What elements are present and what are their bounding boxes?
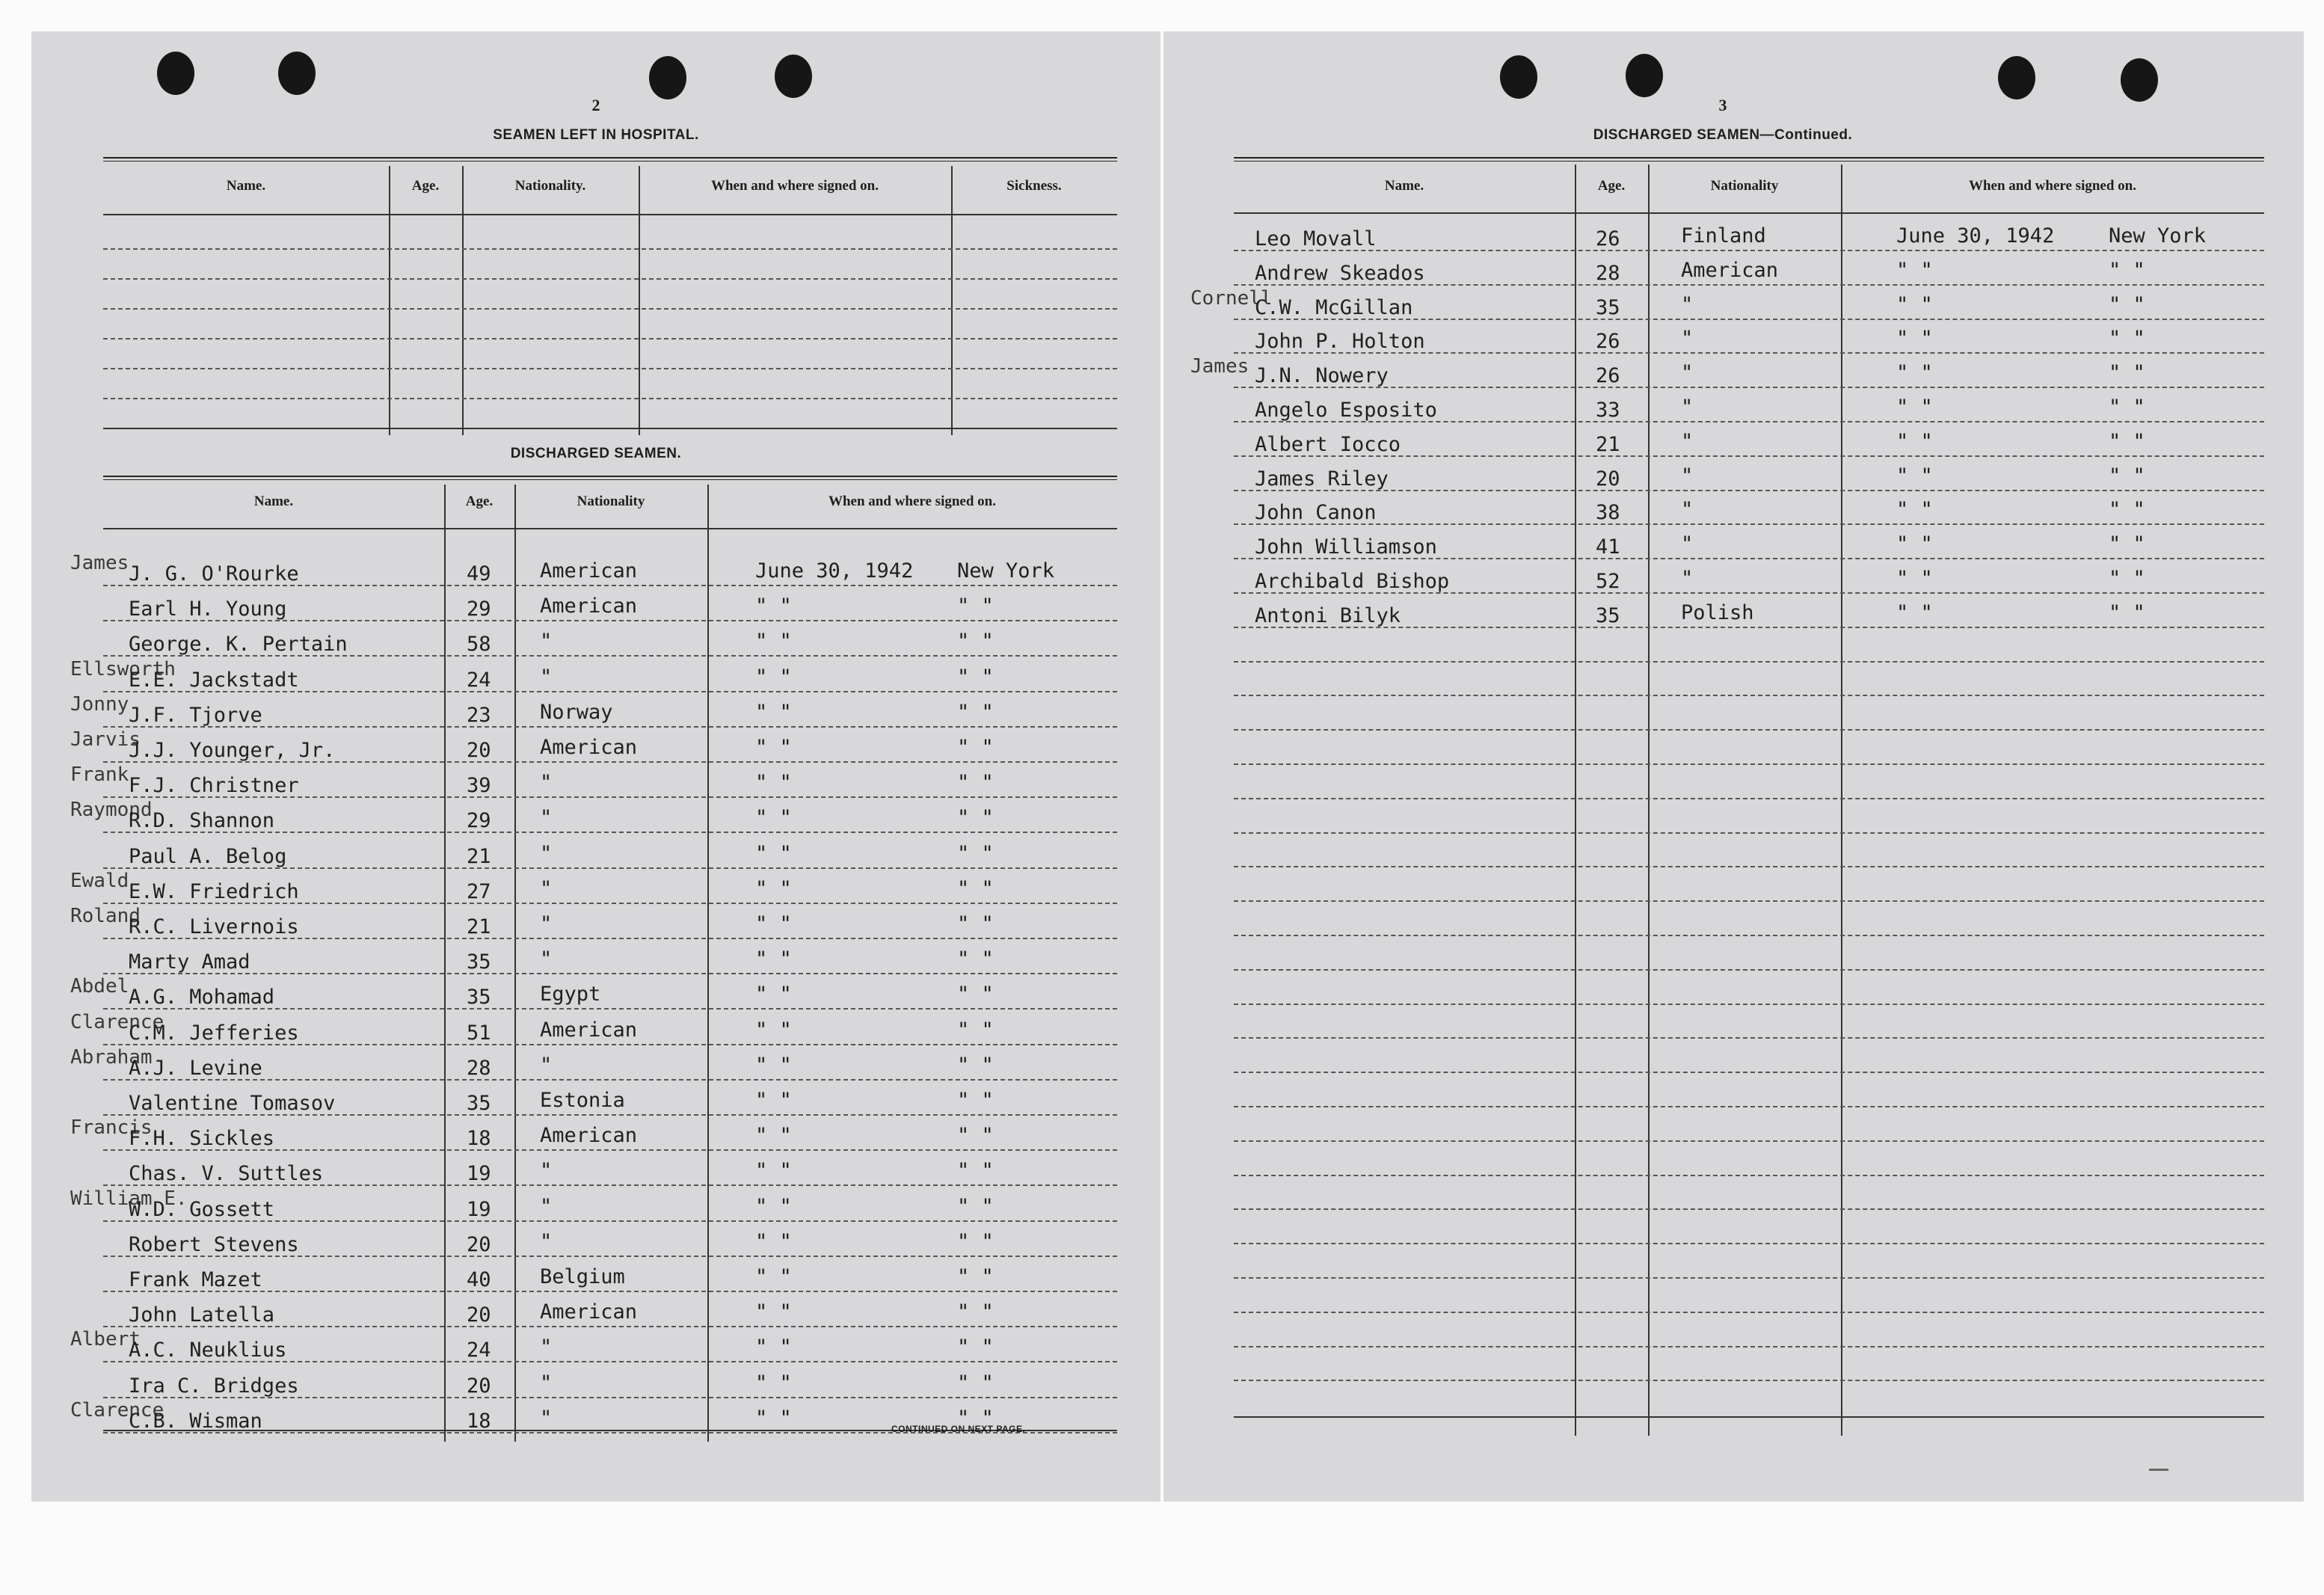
- binder-hole: [157, 52, 194, 95]
- seaman-nationality: American: [540, 736, 638, 759]
- signed-on-date: " ": [755, 1054, 792, 1077]
- signed-on-date: " ": [755, 1089, 792, 1112]
- handwritten-given-name: Abraham: [70, 1046, 153, 1069]
- dotted-row-line: [1234, 1346, 2264, 1347]
- seaman-name: A.C. Neuklius: [129, 1339, 287, 1362]
- signed-on-date: " ": [755, 877, 792, 900]
- double-rule: [103, 476, 1117, 480]
- signed-on-place: " ": [2109, 327, 2145, 350]
- rule: [103, 528, 1117, 529]
- signed-on-date: " ": [755, 912, 792, 935]
- seaman-age: 33: [1596, 399, 1620, 422]
- col-header-name: Name.: [1384, 178, 1424, 194]
- seaman-name: Angelo Esposito: [1255, 399, 1437, 422]
- seaman-nationality: Finland: [1681, 224, 1766, 248]
- handwritten-given-name: Raymond: [70, 799, 153, 821]
- seaman-age: 35: [467, 1092, 491, 1115]
- col-divider: [1575, 165, 1576, 1436]
- page-number: 3: [1718, 96, 1727, 114]
- handwritten-given-name: Abdel: [70, 975, 129, 998]
- seaman-nationality: ": [1681, 567, 1694, 590]
- signed-on-date: " ": [1896, 259, 1933, 282]
- dotted-row-line: [1234, 1037, 2264, 1039]
- signed-on-date: " ": [755, 1336, 792, 1359]
- signed-on-place: " ": [957, 630, 994, 653]
- dotted-row-line: [1234, 352, 2264, 354]
- seaman-age: 29: [467, 809, 491, 832]
- seaman-age: 38: [1596, 501, 1620, 524]
- hospital-section-title: SEAMEN LEFT IN HOSPITAL.: [493, 127, 699, 143]
- seaman-name: Frank Mazet: [129, 1268, 262, 1291]
- dotted-row-line: [1234, 558, 2264, 559]
- dotted-row-line: [103, 338, 1117, 339]
- binder-hole: [649, 56, 686, 99]
- signed-on-date: " ": [755, 983, 792, 1006]
- seaman-name: John Canon: [1255, 501, 1377, 524]
- col-divider: [389, 166, 390, 435]
- handwritten-given-name: Roland: [70, 905, 141, 927]
- dotted-row-line: [1234, 319, 2264, 320]
- col-divider: [444, 485, 446, 1442]
- signed-on-place: " ": [957, 666, 994, 689]
- seaman-nationality: ": [540, 877, 553, 900]
- signed-on-date: June 30, 1942: [755, 559, 914, 583]
- seaman-name: George. K. Pertain: [129, 633, 348, 656]
- seaman-age: 27: [467, 880, 491, 903]
- seaman-name: A.J. Levine: [129, 1057, 262, 1080]
- seaman-nationality: ": [540, 1230, 553, 1253]
- signed-on-place: " ": [957, 1089, 994, 1112]
- seaman-nationality: ": [1681, 361, 1694, 384]
- signed-on-place: New York: [957, 559, 1055, 583]
- seaman-nationality: ": [1681, 532, 1694, 556]
- col-divider: [462, 166, 464, 435]
- signed-on-place: " ": [2109, 567, 2145, 590]
- signed-on-date: " ": [1896, 430, 1933, 453]
- seaman-age: 39: [467, 774, 491, 797]
- signed-on-place: " ": [957, 594, 994, 618]
- handwritten-given-name: Ewald: [70, 870, 129, 892]
- seaman-age: 26: [1596, 227, 1620, 251]
- dotted-row-line: [1234, 1106, 2264, 1107]
- dotted-row-line: [103, 398, 1117, 399]
- seaman-name: F.J. Christner: [129, 774, 299, 797]
- seaman-nationality: ": [1681, 327, 1694, 350]
- seaman-nationality: American: [540, 559, 638, 583]
- seaman-name: E.W. Friedrich: [129, 880, 299, 903]
- seaman-name: R.C. Livernois: [129, 915, 299, 938]
- signed-on-date: June 30, 1942: [1896, 224, 2055, 248]
- col-header-signed-on: When and where signed on.: [1968, 178, 2136, 194]
- seaman-name: Earl H. Young: [129, 597, 287, 621]
- binder-hole: [1500, 55, 1537, 99]
- rule: [103, 214, 1117, 215]
- seaman-nationality: ": [1681, 498, 1694, 521]
- signed-on-date: " ": [1896, 327, 1933, 350]
- dotted-row-line: [1234, 935, 2264, 936]
- signed-on-place: " ": [2109, 464, 2145, 488]
- seaman-age: 35: [1596, 296, 1620, 319]
- seaman-age: 41: [1596, 535, 1620, 559]
- signed-on-date: " ": [755, 736, 792, 759]
- seaman-age: 58: [467, 633, 491, 656]
- dotted-row-line: [103, 278, 1117, 280]
- col-header-age: Age.: [1597, 178, 1626, 194]
- seaman-nationality: ": [1681, 396, 1694, 419]
- signed-on-date: " ": [755, 947, 792, 971]
- signed-on-place: " ": [957, 1054, 994, 1077]
- dotted-row-line: [1234, 284, 2264, 286]
- seaman-age: 26: [1596, 364, 1620, 387]
- signed-on-place: " ": [2109, 601, 2145, 624]
- dotted-row-line: [1234, 627, 2264, 628]
- seaman-nationality: ": [540, 1336, 553, 1359]
- signed-on-place: " ": [957, 701, 994, 724]
- seaman-name: Antoni Bilyk: [1255, 604, 1401, 627]
- signed-on-place: " ": [957, 842, 994, 865]
- seaman-name: J.N. Nowery: [1255, 364, 1389, 387]
- rule: [103, 428, 1117, 429]
- binder-hole: [1998, 56, 2035, 99]
- dotted-row-line: [1234, 421, 2264, 422]
- seaman-name: Marty Amad: [129, 950, 250, 974]
- signed-on-date: " ": [1896, 601, 1933, 624]
- dotted-row-line: [1234, 969, 2264, 971]
- seaman-name: C.M. Jefferies: [129, 1021, 299, 1045]
- seaman-age: 20: [467, 1303, 491, 1327]
- binder-hole: [278, 52, 316, 95]
- dotted-row-line: [1234, 866, 2264, 867]
- seaman-nationality: ": [540, 1407, 553, 1430]
- col-divider: [639, 166, 640, 435]
- seaman-age: 23: [467, 704, 491, 727]
- handwritten-given-name: Albert: [70, 1328, 141, 1350]
- dotted-row-line: [1234, 455, 2264, 457]
- handwritten-given-name: Clarence: [70, 1399, 165, 1422]
- seaman-age: 18: [467, 1410, 491, 1433]
- signed-on-place: " ": [2109, 430, 2145, 453]
- dotted-row-line: [103, 248, 1117, 250]
- dotted-row-line: [1234, 387, 2264, 388]
- col-header-name: Name.: [226, 178, 266, 194]
- col-header-age: Age.: [411, 178, 440, 194]
- seaman-age: 51: [467, 1021, 491, 1045]
- seaman-age: 49: [467, 562, 491, 586]
- signed-on-date: " ": [755, 842, 792, 865]
- signed-on-place: " ": [957, 983, 994, 1006]
- signed-on-date: " ": [755, 1371, 792, 1395]
- col-header-nationality: Nationality: [577, 494, 645, 509]
- dotted-row-line: [1234, 490, 2264, 491]
- handwritten-given-name: Frank: [70, 763, 129, 786]
- col-divider: [707, 485, 709, 1442]
- seaman-nationality: Egypt: [540, 983, 601, 1006]
- binder-hole: [2121, 58, 2158, 102]
- seaman-nationality: American: [540, 1018, 638, 1042]
- signed-on-place: " ": [957, 1407, 994, 1430]
- seaman-name: A.G. Mohamad: [129, 986, 275, 1009]
- signed-on-place: " ": [957, 877, 994, 900]
- signed-on-place: " ": [957, 1300, 994, 1324]
- seaman-age: 21: [467, 845, 491, 868]
- seaman-nationality: Norway: [540, 701, 613, 724]
- seaman-age: 21: [1596, 433, 1620, 456]
- signed-on-date: " ": [755, 1300, 792, 1324]
- col-header-signed-on: When and where signed on.: [828, 494, 996, 509]
- signed-on-place: " ": [957, 1159, 994, 1182]
- seaman-age: 29: [467, 597, 491, 621]
- seaman-name: J.J. Younger, Jr.: [129, 739, 336, 762]
- seaman-name: Andrew Skeados: [1255, 262, 1425, 285]
- seaman-nationality: ": [540, 912, 553, 935]
- col-divider: [514, 485, 516, 1442]
- col-header-sickness: Sickness.: [1006, 178, 1062, 194]
- signed-on-place: " ": [957, 947, 994, 971]
- rule: [1234, 212, 2264, 214]
- seaman-name: J. G. O'Rourke: [129, 562, 299, 586]
- seaman-nationality: ": [540, 771, 553, 794]
- col-header-name: Name.: [253, 494, 294, 509]
- seaman-nationality: ": [1681, 293, 1694, 316]
- signed-on-date: " ": [755, 771, 792, 794]
- seaman-name: C.W. McGillan: [1255, 296, 1413, 319]
- seaman-nationality: ": [540, 1371, 553, 1395]
- signed-on-date: " ": [1896, 396, 1933, 419]
- signed-on-date: " ": [755, 701, 792, 724]
- dotted-row-line: [1234, 1208, 2264, 1210]
- handwritten-given-name: Clarence: [70, 1011, 165, 1033]
- signed-on-place: " ": [2109, 532, 2145, 556]
- dotted-row-line: [1234, 1380, 2264, 1381]
- dotted-row-line: [1234, 1243, 2264, 1244]
- col-divider: [1648, 165, 1650, 1436]
- col-header-nationality: Nationality.: [514, 178, 586, 194]
- seaman-nationality: ": [540, 1159, 553, 1182]
- handwritten-given-name: Ellsworth: [70, 658, 176, 680]
- signed-on-date: " ": [1896, 464, 1933, 488]
- signed-on-date: " ": [1896, 498, 1933, 521]
- seaman-name: C.B. Wisman: [129, 1410, 262, 1433]
- dotted-row-line: [1234, 832, 2264, 834]
- col-header-nationality: Nationality: [1710, 178, 1779, 194]
- seaman-age: 35: [1596, 604, 1620, 627]
- seaman-age: 20: [1596, 467, 1620, 491]
- signed-on-place: " ": [957, 736, 994, 759]
- col-header-age: Age.: [465, 494, 494, 509]
- seaman-name: James Riley: [1255, 467, 1389, 491]
- signed-on-place: " ": [2109, 361, 2145, 384]
- signed-on-place: " ": [957, 1018, 994, 1042]
- seaman-nationality: ": [540, 806, 553, 829]
- seaman-age: 40: [467, 1268, 491, 1291]
- seaman-name: R.D. Shannon: [129, 809, 275, 832]
- handwritten-given-name: Jonny: [70, 693, 129, 716]
- seaman-age: 19: [467, 1198, 491, 1221]
- handwritten-given-name: William E.: [70, 1187, 188, 1210]
- rule: [1234, 1416, 2264, 1418]
- seaman-age: 28: [1596, 262, 1620, 285]
- signed-on-date: " ": [755, 1124, 792, 1147]
- signed-on-place: " ": [957, 1371, 994, 1395]
- dotted-row-line: [1234, 523, 2264, 525]
- signed-on-date: " ": [755, 806, 792, 829]
- signed-on-place: " ": [957, 806, 994, 829]
- dotted-row-line: [1234, 900, 2264, 902]
- seaman-name: Chas. V. Suttles: [129, 1162, 324, 1185]
- seaman-nationality: Polish: [1681, 601, 1754, 624]
- seaman-nationality: American: [1681, 259, 1779, 282]
- handwritten-given-name: Jarvis: [70, 728, 141, 751]
- signed-on-place: " ": [2109, 498, 2145, 521]
- binder-hole: [1626, 54, 1663, 97]
- seaman-name: W.D. Gossett: [129, 1198, 275, 1221]
- seaman-nationality: American: [540, 1124, 638, 1147]
- signed-on-place: " ": [2109, 293, 2145, 316]
- dotted-row-line: [1234, 798, 2264, 799]
- seaman-name: Archibald Bishop: [1255, 570, 1450, 593]
- dotted-row-line: [103, 973, 1117, 974]
- signed-on-place: " ": [957, 1230, 994, 1253]
- dotted-row-line: [1234, 729, 2264, 731]
- signed-on-date: " ": [755, 666, 792, 689]
- signed-on-date: " ": [755, 594, 792, 618]
- seaman-name: Ira C. Bridges: [129, 1374, 299, 1398]
- seaman-name: F.H. Sickles: [129, 1127, 275, 1150]
- seaman-name: Paul A. Belog: [129, 845, 287, 868]
- signed-on-date: " ": [1896, 293, 1933, 316]
- dotted-row-line: [1234, 695, 2264, 696]
- col-header-signed-on: When and where signed on.: [710, 178, 879, 194]
- col-divider: [951, 166, 953, 435]
- dotted-row-line: [103, 308, 1117, 310]
- dotted-row-line: [1234, 1140, 2264, 1142]
- seaman-age: 18: [467, 1127, 491, 1150]
- dotted-row-line: [1234, 1004, 2264, 1005]
- signed-on-date: " ": [1896, 361, 1933, 384]
- seaman-age: 52: [1596, 570, 1620, 593]
- double-rule: [1234, 157, 2264, 162]
- seaman-age: 24: [467, 669, 491, 692]
- seaman-name: Albert Iocco: [1255, 433, 1401, 456]
- seaman-nationality: ": [540, 1054, 553, 1077]
- seaman-age: 35: [467, 950, 491, 974]
- seaman-name: John Williamson: [1255, 535, 1437, 559]
- signed-on-place: " ": [2109, 396, 2145, 419]
- signed-on-place: New York: [2109, 224, 2207, 248]
- signed-on-date: " ": [755, 1265, 792, 1288]
- continued-note: CONTINUED ON NEXT PAGE.: [891, 1424, 1026, 1434]
- signed-on-place: " ": [957, 1195, 994, 1218]
- handwritten-given-name: James: [70, 552, 129, 574]
- dotted-row-line: [1234, 1312, 2264, 1313]
- seaman-age: 35: [467, 986, 491, 1009]
- seaman-age: 26: [1596, 330, 1620, 353]
- seaman-nationality: ": [540, 1195, 553, 1218]
- seaman-name: Leo Movall: [1255, 227, 1377, 251]
- section-title: DISCHARGED SEAMEN—Continued.: [1593, 127, 1853, 143]
- handwritten-given-name: Cornell: [1190, 287, 1273, 310]
- seaman-name: E.E. Jackstadt: [129, 669, 299, 692]
- discharged-section-title: DISCHARGED SEAMEN.: [510, 446, 682, 461]
- signed-on-date: " ": [1896, 567, 1933, 590]
- signed-on-date: " ": [755, 1230, 792, 1253]
- binder-hole: [775, 55, 812, 98]
- seaman-nationality: American: [540, 594, 638, 618]
- signed-on-place: " ": [957, 1265, 994, 1288]
- page-number: 2: [591, 96, 600, 114]
- seaman-nationality: ": [1681, 464, 1694, 488]
- double-rule: [103, 157, 1117, 162]
- seaman-nationality: ": [540, 666, 553, 689]
- signed-on-place: " ": [957, 1336, 994, 1359]
- signed-on-place: " ": [957, 1124, 994, 1147]
- handwritten-given-name: Francis: [70, 1116, 153, 1139]
- seaman-age: 21: [467, 915, 491, 938]
- signed-on-date: " ": [755, 630, 792, 653]
- signed-on-place: " ": [957, 912, 994, 935]
- seaman-age: 20: [467, 1374, 491, 1398]
- seaman-age: 28: [467, 1057, 491, 1080]
- seaman-nationality: ": [540, 947, 553, 971]
- dotted-row-line: [103, 368, 1117, 369]
- signed-on-date: " ": [755, 1018, 792, 1042]
- seaman-nationality: Estonia: [540, 1089, 625, 1112]
- seaman-age: 20: [467, 1233, 491, 1256]
- handwritten-given-name: James: [1190, 355, 1249, 378]
- seaman-name: J.F. Tjorve: [129, 704, 262, 727]
- dotted-row-line: [1234, 1277, 2264, 1279]
- stray-mark: [2149, 1469, 2168, 1471]
- seaman-age: 20: [467, 739, 491, 762]
- dotted-row-line: [1234, 1072, 2264, 1073]
- seaman-nationality: American: [540, 1300, 638, 1324]
- signed-on-date: " ": [755, 1159, 792, 1182]
- seaman-nationality: ": [540, 842, 553, 865]
- left-page: [31, 31, 1161, 1502]
- dotted-row-line: [1234, 592, 2264, 594]
- seaman-age: 19: [467, 1162, 491, 1185]
- col-divider: [1841, 165, 1842, 1436]
- signed-on-place: " ": [2109, 259, 2145, 282]
- right-page: [1163, 31, 2304, 1502]
- seaman-nationality: Belgium: [540, 1265, 625, 1288]
- signed-on-place: " ": [957, 771, 994, 794]
- seaman-name: Valentine Tomasov: [129, 1092, 336, 1115]
- dotted-row-line: [1234, 661, 2264, 663]
- seaman-nationality: ": [1681, 430, 1694, 453]
- dotted-row-line: [1234, 763, 2264, 765]
- dotted-row-line: [1234, 250, 2264, 251]
- signed-on-date: " ": [1896, 532, 1933, 556]
- seaman-name: John P. Holton: [1255, 330, 1425, 353]
- seaman-nationality: ": [540, 630, 553, 653]
- seaman-name: John Latella: [129, 1303, 275, 1327]
- seaman-age: 24: [467, 1339, 491, 1362]
- signed-on-date: " ": [755, 1195, 792, 1218]
- signed-on-date: " ": [755, 1407, 792, 1430]
- seaman-name: Robert Stevens: [129, 1233, 299, 1256]
- dotted-row-line: [1234, 1175, 2264, 1176]
